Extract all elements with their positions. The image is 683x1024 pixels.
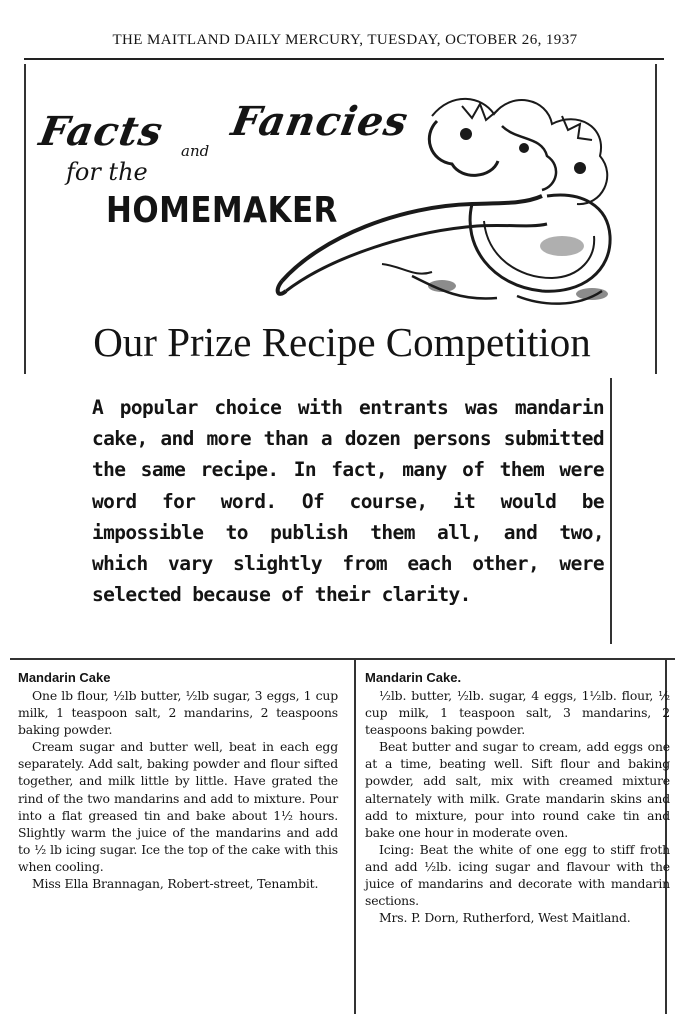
ladle-and-flowers-illustration [262,86,622,316]
banner-title-fancies: Fancies [227,98,412,145]
recipe-credit: Mrs. P. Dorn, Rutherford, West Maitland. [379,910,631,926]
recipe-ingredients: ½lb. butter, ½lb. sugar, 4 eggs, 1½lb. flour, ½ cup milk, 1 teaspoon salt, 3 mandarins, 2 teaspoons baking powder. [365,688,670,738]
banner-title-facts: Facts [35,108,167,155]
recipe-icing: Icing: Beat the white of one egg to stiff froth and add ½lb. icing sugar and flavour with the juice of mandarins and decorate with mandarin sections. [365,841,670,909]
recipe-method: Cream sugar and butter well, beat in each egg separately. Add salt, baking powder and flour sifted together, and milk little by little. Have grated the rind of the two mandarins and add to mixture. Pour into a flat greased tin and bake about 1½ hours. Slightly warm the juice of the mandarins and add to ½ lb icing sugar. Ice the top of the cake with this when cooling. [18,739,338,874]
recipes-section [10,658,675,1020]
banner-title-for-the: for the [66,158,148,186]
recipe-column-left [18,666,338,892]
intro-text: A popular choice with entrants was mandarin cake, and more than a dozen persons submitted the same recipe. In fact, many of them were word for word. Of course, it would be impossible to publish them all, and two, which vary slightly from each other, were selected because of their clarity. [92,396,604,607]
recipe-method: Beat butter and sugar to cream, add eggs one at a time, beating well. Sift flour and baking powder, add salt, mix with creamed mixture alternately with milk. Grate mandarin skins and add to mixture, pour into round cake tin and bake one hour in moderate oven. [365,739,670,840]
recipe-title: Mandarin Cake. [365,670,462,685]
intro-paragraph [92,392,604,644]
section-heading: Our Prize Recipe Competition [93,319,591,365]
recipe-title: Mandarin Cake [18,670,111,685]
newspaper-masthead: THE MAITLAND DAILY MERCURY, TUESDAY, OCTOBER 26, 1937 [112,32,578,48]
recipe-column-right [365,666,670,926]
banner-title-and: and [181,142,210,160]
intro-rule [610,378,612,644]
recipe-credit: Miss Ella Brannagan, Robert-street, Tenambit. [32,876,319,892]
masthead-rule [24,58,664,60]
column-divider [354,660,356,1014]
banner-title-homemaker: HOMEMAKER [106,190,338,231]
recipe-ingredients: One lb flour, ½lb butter, ½lb sugar, 3 eggs, 1 cup milk, 1 teaspoon salt, 2 mandarins, 2 teaspoons baking powder. [18,688,338,738]
